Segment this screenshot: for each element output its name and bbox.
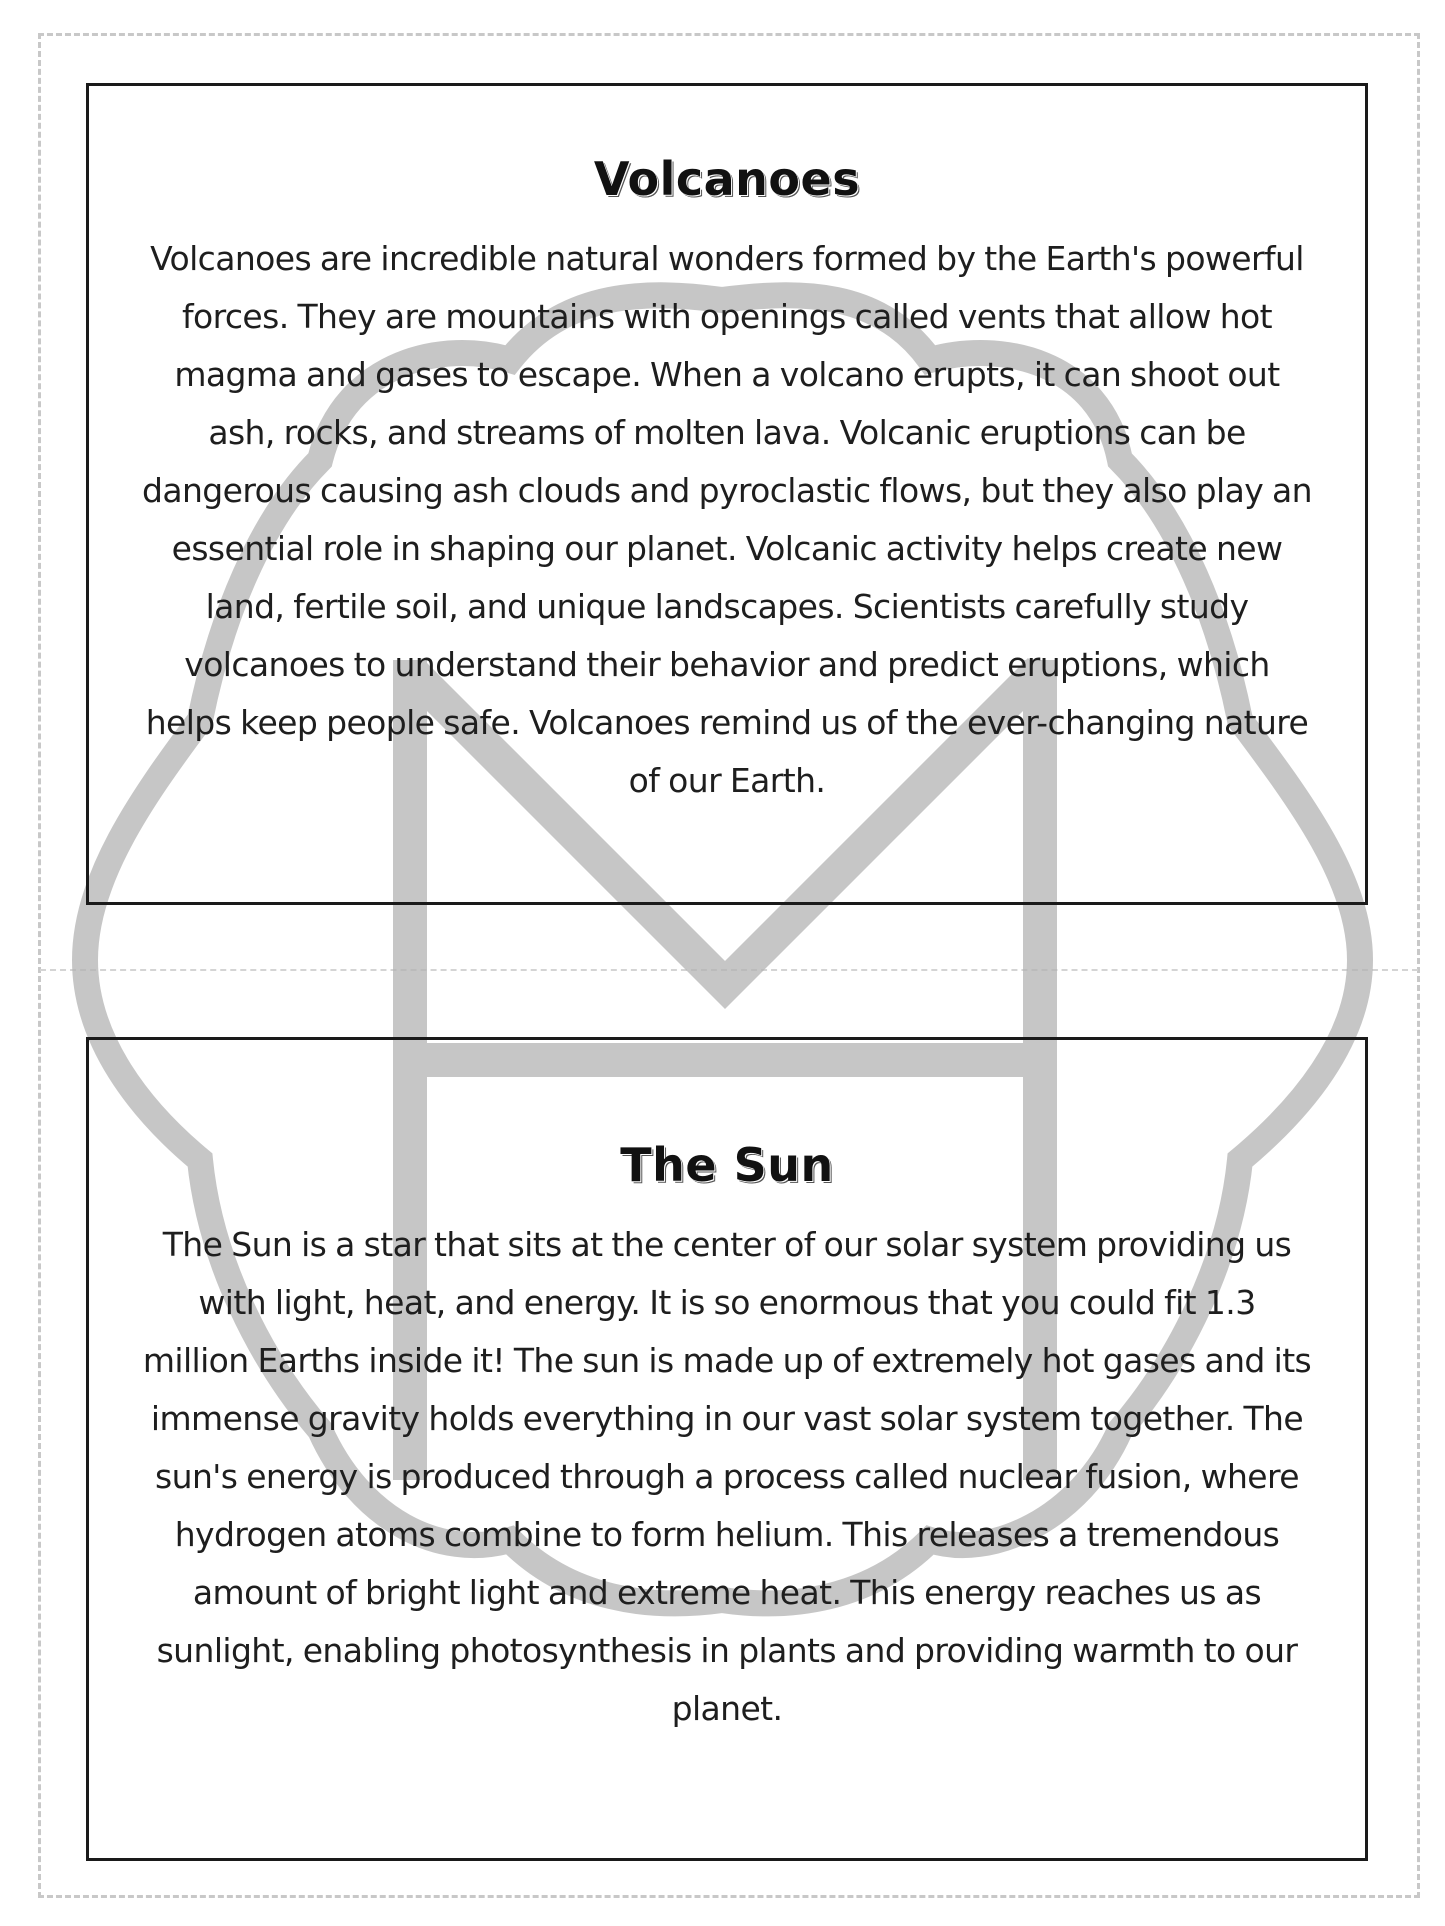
cut-line (40, 969, 1418, 971)
volcanoes-card (86, 83, 1368, 905)
card-body-text: The Sun is a star that sits at the center of our solar system providing us with light, heat, and energy. It is so enormous that you could fit 1.3 million Earths inside it! The sun is made up of extremely hot gases and its immense gravity holds everything in our vast solar system together. The sun's energy is produced through a process called nuclear fusion, where hydrogen atoms combine to form helium. This releases a tremendous amount of bright light and extreme heat. This energy reaches us as sunlight, enabling photosynthesis in plants and providing warmth to our planet. (142, 1225, 1312, 1728)
sun-card (86, 1037, 1368, 1861)
card-title: Volcanoes (593, 152, 861, 206)
card-title: The Sun (620, 1138, 834, 1192)
card-body-text: Volcanoes are incredible natural wonders formed by the Earth's powerful forces. They are mountains with openings called vents that allow hot magma and gases to escape. When a volcano erupts, it can shoot out ash, rocks, and streams of molten lava. Volcanic eruptions can be dangerous causing ash clouds and pyroclastic flows, but they also play an essential role in shaping our planet. Volcanic activity helps create new land, fertile soil, and unique landscapes. Scientists carefully study volcanoes to understand their behavior and predict eruptions, which helps keep people safe. Volcanoes remind us of the ever-changing nature of our Earth. (142, 239, 1312, 800)
